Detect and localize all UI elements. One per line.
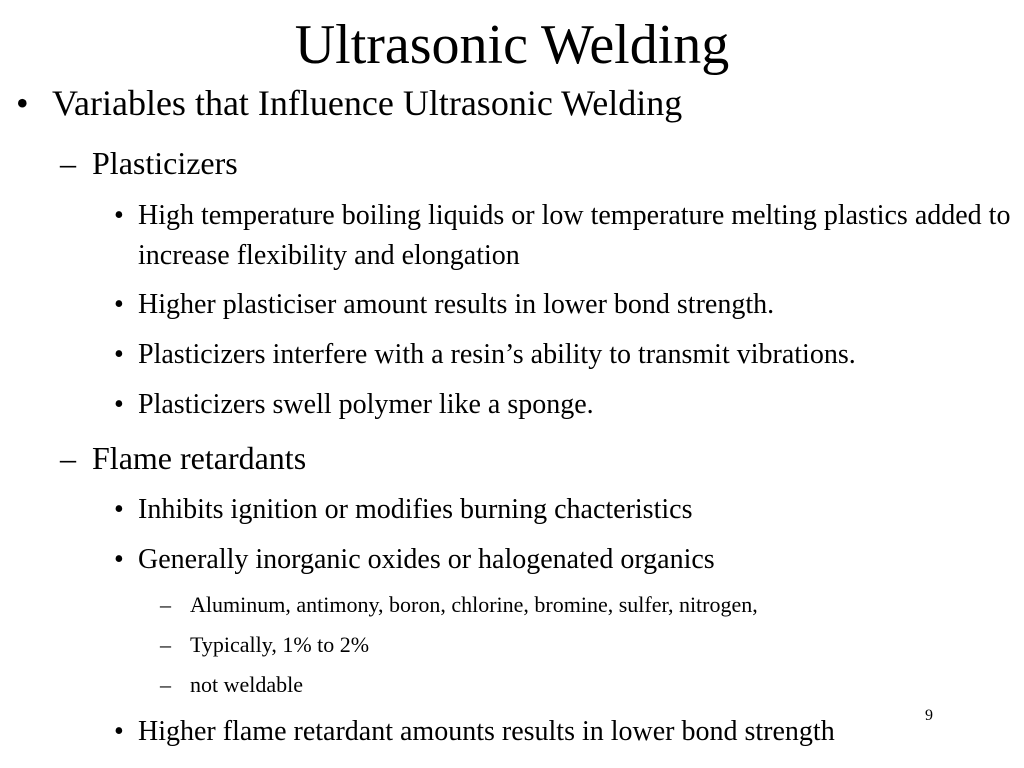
sub-heading-text: Flame retardants xyxy=(92,440,307,476)
main-bullet-text: Variables that Influence Ultrasonic Welding xyxy=(52,83,683,123)
dash-marker: – xyxy=(60,145,76,181)
bullet-dot: • xyxy=(114,494,124,525)
slide-title: Ultrasonic Welding xyxy=(294,14,730,76)
list-item-text: Plasticizers swell polymer like a sponge. xyxy=(138,389,594,420)
page-number: 9 xyxy=(925,707,933,724)
list-item-text: Plasticizers interfere with a resin’s ability to transmit vibrations. xyxy=(138,339,856,370)
bullet-dot: • xyxy=(114,339,124,370)
dash-marker: – xyxy=(160,592,171,617)
bullet-dot: • xyxy=(114,389,124,420)
list-item xyxy=(114,385,1014,425)
list-item xyxy=(114,196,1014,276)
sub-heading-text: Plasticizers xyxy=(92,145,238,181)
list-item xyxy=(114,335,1014,375)
list-item-text: Higher flame retardant amounts results in lower bond strength xyxy=(138,716,835,747)
sub-list-item xyxy=(160,590,758,620)
sub-list-item xyxy=(160,630,369,660)
sub-heading-flame-retardants xyxy=(60,438,306,478)
list-item xyxy=(114,712,1014,752)
list-item xyxy=(114,540,1014,580)
sub-list-item-text: Typically, 1% to 2% xyxy=(190,632,370,657)
list-item xyxy=(114,490,1014,530)
main-bullet xyxy=(16,80,682,126)
bullet-dot: • xyxy=(114,289,124,320)
bullet-dot: • xyxy=(114,544,124,575)
dash-marker: – xyxy=(160,632,171,657)
sub-list-item-text: Aluminum, antimony, boron, chlorine, bromine, sulfer, nitrogen, xyxy=(190,592,758,617)
dash-marker: – xyxy=(60,440,76,476)
dash-marker: – xyxy=(160,672,171,697)
bullet-dot: • xyxy=(114,716,124,747)
bullet-dot: • xyxy=(114,200,124,231)
sub-heading-plasticizers xyxy=(60,143,238,183)
list-item xyxy=(114,285,1014,325)
list-item-text: Higher plasticiser amount results in lower bond strength. xyxy=(138,289,775,320)
bullet-dot: • xyxy=(16,83,29,123)
sub-list-item-text: not weldable xyxy=(190,672,304,697)
list-item-text: Inhibits ignition or modifies burning chacteristics xyxy=(138,494,693,525)
list-item-text: Generally inorganic oxides or halogenated organics xyxy=(138,544,715,575)
list-item-text: High temperature boiling liquids or low temperature melting plastics added to increase flexibility and elongation xyxy=(138,200,1011,271)
sub-list-item xyxy=(160,670,303,700)
